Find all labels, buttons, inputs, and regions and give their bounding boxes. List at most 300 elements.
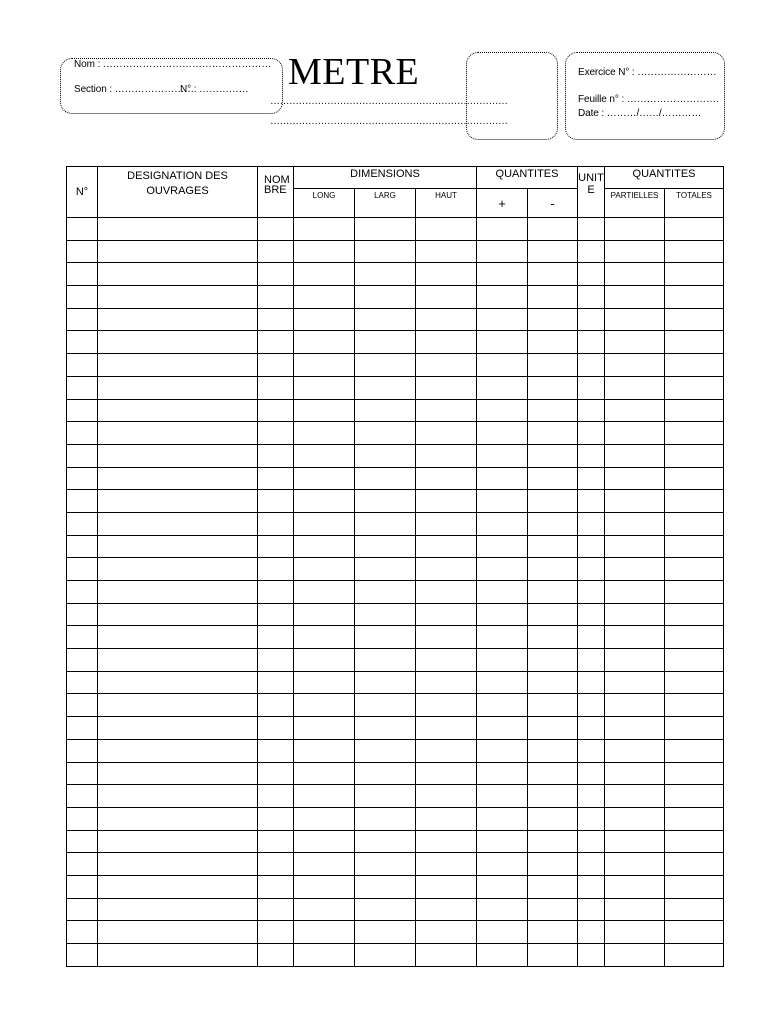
cell-long[interactable] (294, 512, 355, 535)
cell-haut[interactable] (416, 739, 477, 762)
cell-totales[interactable] (665, 444, 724, 467)
cell-nombre[interactable] (258, 308, 294, 331)
cell-totales[interactable] (665, 671, 724, 694)
cell-unite[interactable] (578, 331, 605, 354)
cell-num[interactable] (67, 286, 98, 309)
cell-totales[interactable] (665, 762, 724, 785)
cell-minus[interactable] (528, 399, 578, 422)
cell-plus[interactable] (477, 240, 528, 263)
nom-field[interactable]: Nom : …………………………………………… (74, 59, 272, 70)
cell-unite[interactable] (578, 399, 605, 422)
cell-partielles[interactable] (605, 354, 665, 377)
cell-larg[interactable] (355, 286, 416, 309)
cell-unite[interactable] (578, 603, 605, 626)
cell-plus[interactable] (477, 467, 528, 490)
cell-nombre[interactable] (258, 694, 294, 717)
cell-partielles[interactable] (605, 308, 665, 331)
cell-nombre[interactable] (258, 444, 294, 467)
cell-minus[interactable] (528, 240, 578, 263)
cell-long[interactable] (294, 286, 355, 309)
cell-totales[interactable] (665, 263, 724, 286)
cell-larg[interactable] (355, 422, 416, 445)
cell-designation[interactable] (98, 898, 258, 921)
cell-nombre[interactable] (258, 331, 294, 354)
cell-larg[interactable] (355, 671, 416, 694)
cell-designation[interactable] (98, 944, 258, 967)
cell-designation[interactable] (98, 535, 258, 558)
cell-num[interactable] (67, 785, 98, 808)
cell-totales[interactable] (665, 944, 724, 967)
cell-partielles[interactable] (605, 739, 665, 762)
cell-num[interactable] (67, 558, 98, 581)
cell-minus[interactable] (528, 354, 578, 377)
cell-plus[interactable] (477, 399, 528, 422)
cell-nombre[interactable] (258, 762, 294, 785)
cell-nombre[interactable] (258, 898, 294, 921)
cell-partielles[interactable] (605, 785, 665, 808)
cell-designation[interactable] (98, 807, 258, 830)
cell-unite[interactable] (578, 376, 605, 399)
cell-plus[interactable] (477, 898, 528, 921)
cell-long[interactable] (294, 376, 355, 399)
cell-unite[interactable] (578, 535, 605, 558)
cell-long[interactable] (294, 444, 355, 467)
cell-partielles[interactable] (605, 717, 665, 740)
cell-larg[interactable] (355, 218, 416, 241)
cell-partielles[interactable] (605, 853, 665, 876)
cell-num[interactable] (67, 694, 98, 717)
cell-nombre[interactable] (258, 581, 294, 604)
cell-designation[interactable] (98, 921, 258, 944)
cell-partielles[interactable] (605, 376, 665, 399)
cell-num[interactable] (67, 331, 98, 354)
cell-num[interactable] (67, 444, 98, 467)
cell-unite[interactable] (578, 422, 605, 445)
cell-totales[interactable] (665, 830, 724, 853)
cell-long[interactable] (294, 535, 355, 558)
cell-partielles[interactable] (605, 898, 665, 921)
cell-nombre[interactable] (258, 535, 294, 558)
cell-long[interactable] (294, 581, 355, 604)
cell-num[interactable] (67, 581, 98, 604)
exercice-field[interactable]: Exercice N° : …………………… (578, 67, 717, 78)
cell-num[interactable] (67, 263, 98, 286)
cell-unite[interactable] (578, 694, 605, 717)
cell-designation[interactable] (98, 762, 258, 785)
cell-plus[interactable] (477, 512, 528, 535)
cell-nombre[interactable] (258, 286, 294, 309)
cell-nombre[interactable] (258, 875, 294, 898)
cell-plus[interactable] (477, 490, 528, 513)
cell-partielles[interactable] (605, 331, 665, 354)
cell-nombre[interactable] (258, 558, 294, 581)
cell-totales[interactable] (665, 603, 724, 626)
cell-partielles[interactable] (605, 263, 665, 286)
cell-larg[interactable] (355, 830, 416, 853)
cell-unite[interactable] (578, 308, 605, 331)
cell-nombre[interactable] (258, 944, 294, 967)
cell-plus[interactable] (477, 263, 528, 286)
cell-partielles[interactable] (605, 944, 665, 967)
cell-unite[interactable] (578, 512, 605, 535)
cell-haut[interactable] (416, 263, 477, 286)
cell-haut[interactable] (416, 399, 477, 422)
cell-unite[interactable] (578, 490, 605, 513)
cell-num[interactable] (67, 921, 98, 944)
cell-designation[interactable] (98, 331, 258, 354)
cell-long[interactable] (294, 490, 355, 513)
cell-unite[interactable] (578, 286, 605, 309)
cell-num[interactable] (67, 739, 98, 762)
cell-haut[interactable] (416, 898, 477, 921)
cell-partielles[interactable] (605, 694, 665, 717)
cell-plus[interactable] (477, 603, 528, 626)
cell-larg[interactable] (355, 626, 416, 649)
cell-haut[interactable] (416, 422, 477, 445)
cell-nombre[interactable] (258, 853, 294, 876)
date-field[interactable]: Date : ………/……/………… (578, 108, 702, 119)
cell-long[interactable] (294, 626, 355, 649)
cell-larg[interactable] (355, 649, 416, 672)
cell-nombre[interactable] (258, 376, 294, 399)
cell-totales[interactable] (665, 422, 724, 445)
cell-minus[interactable] (528, 444, 578, 467)
cell-num[interactable] (67, 218, 98, 241)
cell-totales[interactable] (665, 694, 724, 717)
cell-num[interactable] (67, 853, 98, 876)
cell-plus[interactable] (477, 626, 528, 649)
cell-long[interactable] (294, 694, 355, 717)
cell-num[interactable] (67, 875, 98, 898)
cell-haut[interactable] (416, 649, 477, 672)
feuille-field[interactable]: Feuille n° : ………………………. (578, 94, 719, 105)
cell-long[interactable] (294, 762, 355, 785)
cell-larg[interactable] (355, 739, 416, 762)
cell-minus[interactable] (528, 308, 578, 331)
cell-haut[interactable] (416, 354, 477, 377)
cell-plus[interactable] (477, 739, 528, 762)
cell-larg[interactable] (355, 308, 416, 331)
cell-unite[interactable] (578, 830, 605, 853)
cell-plus[interactable] (477, 286, 528, 309)
cell-long[interactable] (294, 240, 355, 263)
cell-long[interactable] (294, 603, 355, 626)
cell-minus[interactable] (528, 603, 578, 626)
cell-unite[interactable] (578, 853, 605, 876)
cell-designation[interactable] (98, 512, 258, 535)
cell-haut[interactable] (416, 626, 477, 649)
cell-minus[interactable] (528, 717, 578, 740)
cell-totales[interactable] (665, 739, 724, 762)
cell-minus[interactable] (528, 875, 578, 898)
cell-totales[interactable] (665, 581, 724, 604)
cell-plus[interactable] (477, 354, 528, 377)
cell-designation[interactable] (98, 490, 258, 513)
cell-minus[interactable] (528, 898, 578, 921)
cell-partielles[interactable] (605, 921, 665, 944)
cell-larg[interactable] (355, 535, 416, 558)
cell-haut[interactable] (416, 694, 477, 717)
cell-unite[interactable] (578, 444, 605, 467)
cell-partielles[interactable] (605, 671, 665, 694)
cell-haut[interactable] (416, 717, 477, 740)
cell-minus[interactable] (528, 739, 578, 762)
cell-partielles[interactable] (605, 649, 665, 672)
cell-plus[interactable] (477, 807, 528, 830)
cell-larg[interactable] (355, 354, 416, 377)
cell-totales[interactable] (665, 785, 724, 808)
cell-nombre[interactable] (258, 785, 294, 808)
cell-num[interactable] (67, 422, 98, 445)
cell-nombre[interactable] (258, 671, 294, 694)
cell-haut[interactable] (416, 762, 477, 785)
cell-unite[interactable] (578, 739, 605, 762)
cell-unite[interactable] (578, 717, 605, 740)
cell-unite[interactable] (578, 354, 605, 377)
cell-designation[interactable] (98, 694, 258, 717)
cell-haut[interactable] (416, 944, 477, 967)
cell-totales[interactable] (665, 467, 724, 490)
cell-haut[interactable] (416, 581, 477, 604)
cell-larg[interactable] (355, 240, 416, 263)
cell-nombre[interactable] (258, 649, 294, 672)
cell-plus[interactable] (477, 422, 528, 445)
cell-partielles[interactable] (605, 422, 665, 445)
cell-nombre[interactable] (258, 263, 294, 286)
cell-haut[interactable] (416, 308, 477, 331)
cell-minus[interactable] (528, 694, 578, 717)
cell-plus[interactable] (477, 331, 528, 354)
cell-minus[interactable] (528, 830, 578, 853)
cell-plus[interactable] (477, 830, 528, 853)
cell-haut[interactable] (416, 467, 477, 490)
cell-designation[interactable] (98, 739, 258, 762)
cell-larg[interactable] (355, 490, 416, 513)
cell-plus[interactable] (477, 535, 528, 558)
cell-designation[interactable] (98, 286, 258, 309)
cell-partielles[interactable] (605, 444, 665, 467)
cell-long[interactable] (294, 830, 355, 853)
cell-partielles[interactable] (605, 467, 665, 490)
cell-minus[interactable] (528, 785, 578, 808)
cell-nombre[interactable] (258, 218, 294, 241)
cell-plus[interactable] (477, 875, 528, 898)
cell-totales[interactable] (665, 807, 724, 830)
cell-nombre[interactable] (258, 354, 294, 377)
cell-minus[interactable] (528, 558, 578, 581)
cell-totales[interactable] (665, 626, 724, 649)
cell-haut[interactable] (416, 444, 477, 467)
cell-minus[interactable] (528, 671, 578, 694)
cell-totales[interactable] (665, 490, 724, 513)
cell-partielles[interactable] (605, 762, 665, 785)
cell-larg[interactable] (355, 263, 416, 286)
cell-minus[interactable] (528, 535, 578, 558)
cell-totales[interactable] (665, 921, 724, 944)
cell-long[interactable] (294, 921, 355, 944)
cell-totales[interactable] (665, 286, 724, 309)
cell-partielles[interactable] (605, 490, 665, 513)
cell-designation[interactable] (98, 240, 258, 263)
cell-minus[interactable] (528, 921, 578, 944)
cell-partielles[interactable] (605, 218, 665, 241)
cell-minus[interactable] (528, 490, 578, 513)
cell-haut[interactable] (416, 830, 477, 853)
cell-num[interactable] (67, 807, 98, 830)
cell-larg[interactable] (355, 331, 416, 354)
cell-long[interactable] (294, 263, 355, 286)
cell-larg[interactable] (355, 944, 416, 967)
cell-partielles[interactable] (605, 581, 665, 604)
cell-long[interactable] (294, 399, 355, 422)
cell-plus[interactable] (477, 762, 528, 785)
cell-designation[interactable] (98, 830, 258, 853)
cell-unite[interactable] (578, 558, 605, 581)
cell-num[interactable] (67, 671, 98, 694)
cell-totales[interactable] (665, 717, 724, 740)
cell-minus[interactable] (528, 512, 578, 535)
cell-num[interactable] (67, 649, 98, 672)
cell-partielles[interactable] (605, 512, 665, 535)
cell-unite[interactable] (578, 240, 605, 263)
cell-long[interactable] (294, 875, 355, 898)
cell-totales[interactable] (665, 512, 724, 535)
cell-long[interactable] (294, 467, 355, 490)
cell-designation[interactable] (98, 263, 258, 286)
cell-partielles[interactable] (605, 535, 665, 558)
cell-num[interactable] (67, 354, 98, 377)
center-line-1[interactable]: ………………………………………………………………… (270, 96, 508, 107)
cell-long[interactable] (294, 717, 355, 740)
cell-partielles[interactable] (605, 603, 665, 626)
cell-totales[interactable] (665, 898, 724, 921)
cell-minus[interactable] (528, 331, 578, 354)
cell-long[interactable] (294, 671, 355, 694)
cell-totales[interactable] (665, 535, 724, 558)
cell-minus[interactable] (528, 286, 578, 309)
cell-minus[interactable] (528, 422, 578, 445)
cell-designation[interactable] (98, 354, 258, 377)
cell-haut[interactable] (416, 921, 477, 944)
cell-num[interactable] (67, 944, 98, 967)
cell-num[interactable] (67, 603, 98, 626)
cell-haut[interactable] (416, 512, 477, 535)
cell-unite[interactable] (578, 898, 605, 921)
cell-designation[interactable] (98, 717, 258, 740)
cell-num[interactable] (67, 898, 98, 921)
cell-long[interactable] (294, 308, 355, 331)
cell-partielles[interactable] (605, 875, 665, 898)
cell-minus[interactable] (528, 807, 578, 830)
cell-haut[interactable] (416, 218, 477, 241)
cell-larg[interactable] (355, 512, 416, 535)
cell-plus[interactable] (477, 717, 528, 740)
cell-plus[interactable] (477, 218, 528, 241)
cell-partielles[interactable] (605, 830, 665, 853)
cell-num[interactable] (67, 717, 98, 740)
cell-long[interactable] (294, 853, 355, 876)
cell-minus[interactable] (528, 944, 578, 967)
cell-minus[interactable] (528, 762, 578, 785)
cell-plus[interactable] (477, 649, 528, 672)
cell-num[interactable] (67, 240, 98, 263)
cell-long[interactable] (294, 739, 355, 762)
cell-nombre[interactable] (258, 422, 294, 445)
cell-num[interactable] (67, 490, 98, 513)
cell-plus[interactable] (477, 581, 528, 604)
cell-designation[interactable] (98, 376, 258, 399)
cell-nombre[interactable] (258, 626, 294, 649)
cell-designation[interactable] (98, 581, 258, 604)
cell-larg[interactable] (355, 376, 416, 399)
cell-nombre[interactable] (258, 512, 294, 535)
cell-minus[interactable] (528, 626, 578, 649)
cell-minus[interactable] (528, 218, 578, 241)
cell-long[interactable] (294, 898, 355, 921)
cell-unite[interactable] (578, 762, 605, 785)
cell-designation[interactable] (98, 603, 258, 626)
cell-larg[interactable] (355, 762, 416, 785)
cell-designation[interactable] (98, 649, 258, 672)
cell-unite[interactable] (578, 944, 605, 967)
cell-designation[interactable] (98, 422, 258, 445)
cell-larg[interactable] (355, 785, 416, 808)
cell-larg[interactable] (355, 921, 416, 944)
cell-larg[interactable] (355, 807, 416, 830)
cell-long[interactable] (294, 785, 355, 808)
cell-totales[interactable] (665, 399, 724, 422)
cell-partielles[interactable] (605, 558, 665, 581)
cell-plus[interactable] (477, 694, 528, 717)
cell-nombre[interactable] (258, 717, 294, 740)
cell-unite[interactable] (578, 467, 605, 490)
cell-unite[interactable] (578, 807, 605, 830)
cell-nombre[interactable] (258, 830, 294, 853)
cell-larg[interactable] (355, 444, 416, 467)
cell-long[interactable] (294, 354, 355, 377)
cell-haut[interactable] (416, 535, 477, 558)
cell-designation[interactable] (98, 785, 258, 808)
cell-long[interactable] (294, 331, 355, 354)
cell-haut[interactable] (416, 331, 477, 354)
cell-totales[interactable] (665, 308, 724, 331)
cell-partielles[interactable] (605, 399, 665, 422)
cell-designation[interactable] (98, 218, 258, 241)
cell-unite[interactable] (578, 875, 605, 898)
cell-nombre[interactable] (258, 603, 294, 626)
cell-unite[interactable] (578, 649, 605, 672)
cell-designation[interactable] (98, 444, 258, 467)
cell-larg[interactable] (355, 603, 416, 626)
cell-haut[interactable] (416, 671, 477, 694)
cell-long[interactable] (294, 807, 355, 830)
cell-minus[interactable] (528, 853, 578, 876)
cell-haut[interactable] (416, 490, 477, 513)
cell-designation[interactable] (98, 467, 258, 490)
cell-designation[interactable] (98, 875, 258, 898)
cell-totales[interactable] (665, 558, 724, 581)
cell-num[interactable] (67, 626, 98, 649)
cell-totales[interactable] (665, 354, 724, 377)
cell-larg[interactable] (355, 898, 416, 921)
cell-long[interactable] (294, 422, 355, 445)
cell-haut[interactable] (416, 785, 477, 808)
cell-num[interactable] (67, 762, 98, 785)
cell-designation[interactable] (98, 558, 258, 581)
cell-minus[interactable] (528, 263, 578, 286)
cell-haut[interactable] (416, 286, 477, 309)
cell-nombre[interactable] (258, 490, 294, 513)
